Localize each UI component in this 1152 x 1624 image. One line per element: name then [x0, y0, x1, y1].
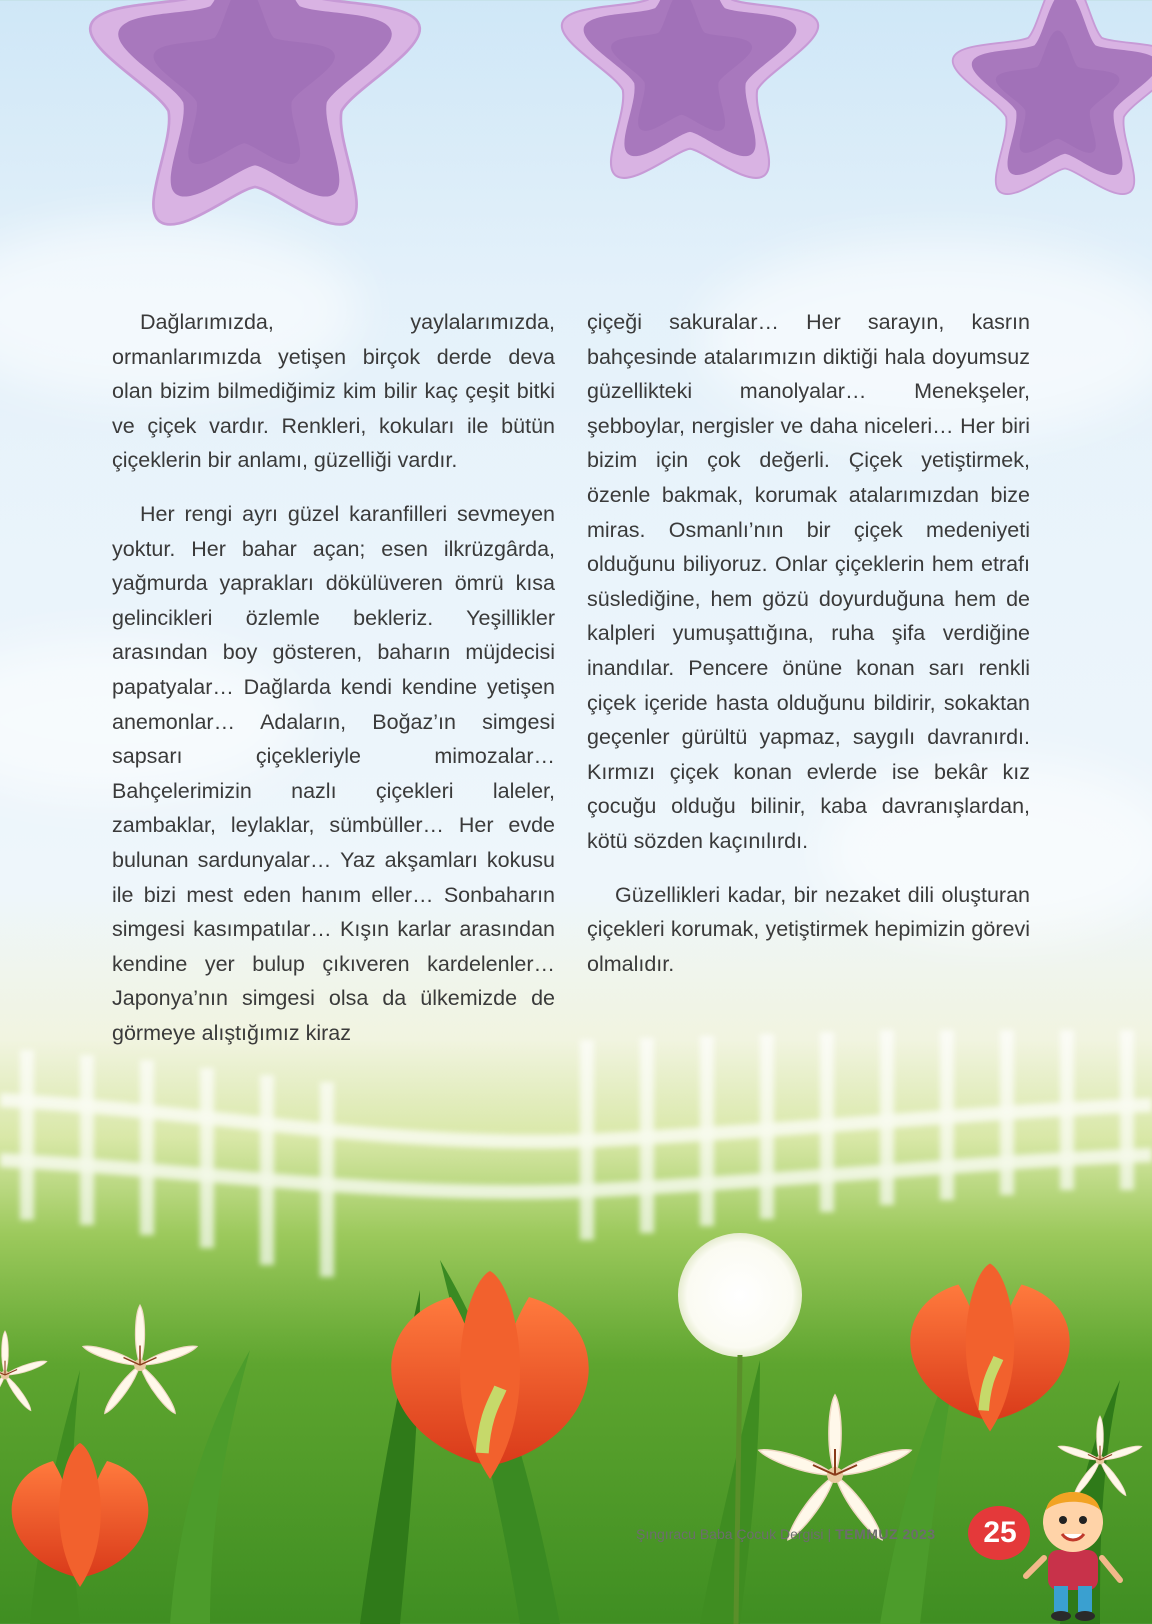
article-left-column [112, 305, 555, 1069]
stars-decoration [0, 0, 1152, 230]
boy-mascot-icon [1020, 1480, 1140, 1624]
issue-date: TEMMUZ 2023 [835, 1526, 936, 1542]
article-right-column [587, 305, 1030, 1000]
page-footer [636, 1526, 936, 1542]
purple-star-icon [953, 0, 1152, 194]
article-paragraph: Güzellikleri kadar, bir nezaket dili oluşturan çiçekleri korumak, yetiştirmek hepimizin görevi olmalıdır. [587, 882, 1030, 976]
article-paragraph: Dağlarımızda, yaylalarımızda, ormanlarımızda yetişen birçok derde deva olan bizim bilmediğimiz kim bilir kaç çeşit bitki ve çiçek vardır. Renkleri, kokuları ile bütün çiçeklerin bir anlamı, güzelliği vardır. [112, 310, 555, 473]
magazine-name: Şıngıracu Baba Çocuk Dergisi [636, 1526, 824, 1542]
footer-separator: | [827, 1526, 832, 1542]
article-paragraph: Her rengi ayrı güzel karanfilleri sevmeyen yoktur. Her bahar açan; esen ilkrüzgârda, yağmurda yaprakları dökülüveren ömrü kısa gelincikleri özlemle bekleriz. Yeşillikler arasından boy gösteren, baharın müjdecisi papatyalar… Dağlarda kendi kendine yetişen anemonlar… Adaların, Boğaz’ın simgesi sapsarı çiçekleriyle mimozalar… Bahçelerimizin nazlı çiçekleri laleler, zambaklar, leylaklar, sümbüller… Her evde bulunan sardunyalar… Yaz akşamları kokusu ile bizi mest eden hanım eller… Sonbaharın simgesi kasımpatılar… Kışın karlar arasından kendine yer bulup çıkıveren kardelenler… Japonya’nın simgesi olsa da ülkemizde de görmeye alıştığımız kiraz [112, 501, 555, 1045]
article-paragraph: çiçeği sakuralar… Her sarayın, kasrın bahçesinde atalarımızın diktiği hala doyumsuz güzellikteki manolyalar… Menekşeler, şebboylar, nergisler ve daha niceleri… Her biri bizim için çok değerli. Çiçek yetiştirmek, özenle bakmak, korumak atalarımızdan bize miras. Osmanlı’nın bir çiçek medeniyeti olduğunu biliyoruz. Onlar çiçeklerin hem etrafı süslediğine, hem gözü doyurduğuna hem de kalpleri yumuşattığına, ruha şifa verdiğine inandılar. Pencere önüne konan sarı renkli çiçek içeride hasta olduğunu bildirir, sokaktan geçenler gürültü yapmaz, saygılı davranırdı. Kırmızı çiçek konan evlerde ise bekâr kız çocuğu olduğu bilinir, kaba davranışlardan, kötü sözden kaçınılırdı. [587, 310, 1030, 853]
purple-star-icon [90, 0, 420, 224]
purple-star-icon [562, 0, 818, 178]
page-number: 25 [983, 1516, 1017, 1549]
